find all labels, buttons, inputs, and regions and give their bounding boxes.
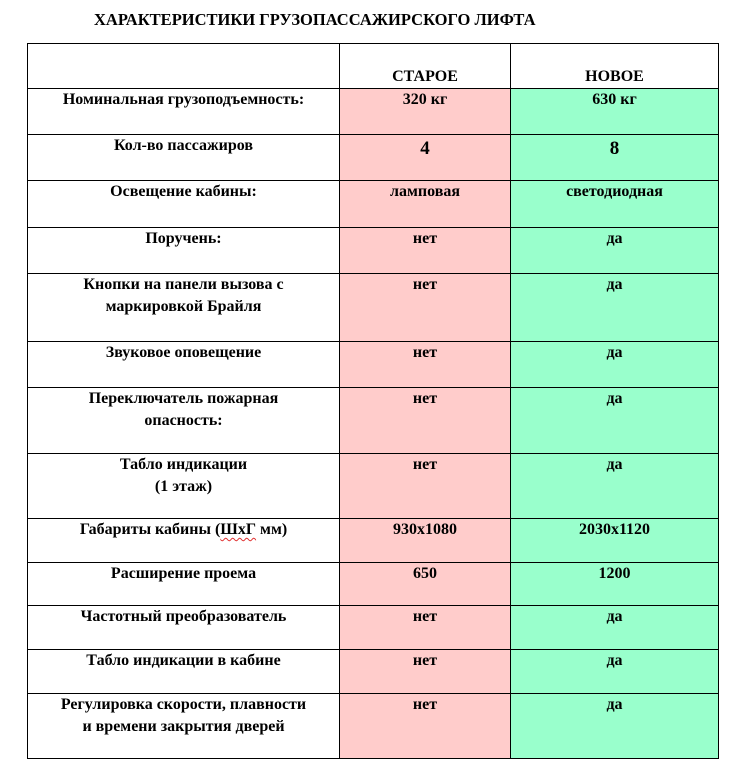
old-value: 4 xyxy=(420,138,430,159)
param-line-1: Регулировка скорости, плавности xyxy=(60,696,307,713)
new-value-cell: да xyxy=(511,342,719,388)
header-row xyxy=(28,44,719,89)
new-value-cell: 630 кг xyxy=(511,89,719,135)
table-row xyxy=(28,89,719,135)
table-row xyxy=(28,606,719,650)
param-cell xyxy=(28,694,340,759)
new-value-cell: да xyxy=(511,606,719,650)
new-value-cell: 1200 xyxy=(511,563,719,606)
new-value-cell: светодиодная xyxy=(511,181,719,228)
param-cell xyxy=(28,519,340,563)
old-value-cell: нет xyxy=(340,228,511,274)
old-value-cell: нет xyxy=(340,694,511,759)
table-row xyxy=(28,519,719,563)
old-value-cell: нет xyxy=(340,388,511,454)
param-cell xyxy=(28,454,340,519)
old-value-cell: 650 xyxy=(340,563,511,606)
param-cell: Поручень: xyxy=(28,228,340,274)
param-cell xyxy=(28,388,340,454)
table-row xyxy=(28,694,719,759)
param-line-2: опасность: xyxy=(144,412,223,429)
param-cell: Номинальная грузоподъемность: xyxy=(28,89,340,135)
new-value-cell: да xyxy=(511,694,719,759)
param-cell: Освещение кабины: xyxy=(28,181,340,228)
table-row xyxy=(28,135,719,181)
table-row xyxy=(28,454,719,519)
new-value-cell: 2030x1120 xyxy=(511,519,719,563)
param-line-2: (1 этаж) xyxy=(154,478,213,495)
new-value: 8 xyxy=(609,138,620,159)
param-cell: Звуковое оповещение xyxy=(28,342,340,388)
new-value-cell: да xyxy=(511,274,719,342)
spellcheck-word: ШхГ xyxy=(220,521,257,538)
param-cell: Кол-во пассажиров xyxy=(28,135,340,181)
spec-table xyxy=(27,43,719,759)
param-line-2: маркировкой Брайля xyxy=(105,298,262,315)
param-line-1: Кнопки на панели вызова с xyxy=(83,276,284,293)
param-prefix: Габариты кабины ( xyxy=(79,521,221,538)
param-cell: Табло индикации в кабине xyxy=(28,650,340,694)
new-value-cell: да xyxy=(511,650,719,694)
old-value-cell: нет xyxy=(340,650,511,694)
param-suffix: мм) xyxy=(256,521,288,538)
new-value-cell xyxy=(511,135,719,181)
table-row xyxy=(28,650,719,694)
header-new: НОВОЕ xyxy=(511,44,719,89)
new-value-cell: да xyxy=(511,228,719,274)
header-empty-cell xyxy=(28,44,340,89)
param-line-1: Табло индикации xyxy=(119,456,248,473)
old-value-cell xyxy=(340,135,511,181)
table-row xyxy=(28,563,719,606)
table-row xyxy=(28,274,719,342)
table-row xyxy=(28,388,719,454)
old-value-cell: нет xyxy=(340,454,511,519)
table-row xyxy=(28,228,719,274)
header-old: СТАРОЕ xyxy=(340,44,511,89)
new-value-cell: да xyxy=(511,388,719,454)
param-cell: Расширение проема xyxy=(28,563,340,606)
document-title: ХАРАКТЕРИСТИКИ ГРУЗОПАССАЖИРСКОГО ЛИФТА xyxy=(94,10,536,29)
old-value-cell: нет xyxy=(340,606,511,650)
table-row xyxy=(28,181,719,228)
table-row xyxy=(28,342,719,388)
old-value-cell: нет xyxy=(340,342,511,388)
old-value-cell: 930x1080 xyxy=(340,519,511,563)
param-cell xyxy=(28,274,340,342)
param-line-1: Переключатель пожарная xyxy=(88,390,279,407)
old-value-cell: ламповая xyxy=(340,181,511,228)
old-value-cell: 320 кг xyxy=(340,89,511,135)
old-value-cell: нет xyxy=(340,274,511,342)
param-cell: Частотный преобразователь xyxy=(28,606,340,650)
param-line-2: и времени закрытия дверей xyxy=(82,718,285,735)
new-value-cell: да xyxy=(511,454,719,519)
